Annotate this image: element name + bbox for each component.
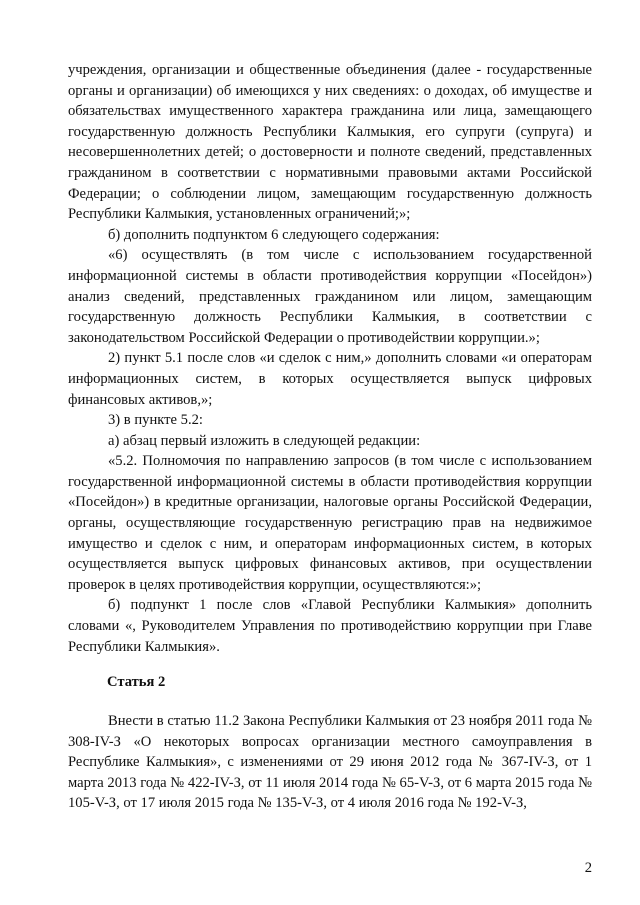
paragraph-continuation: учреждения, организации и общественные объединения (далее - государственные органы и организации) об имеющихся у них сведениях: о доходах, об имуществе и обязательствах имущественного характера гражданина или лица, замещающего государственную должность Республики Калмыкия, его супруги (супруга) и несовершеннолетних детей; о достоверности и полноте сведений, представленных гражданином в соответствии с нормативными правовыми актами Российской Федерации; о соблюдении лицом, замещающим государственную должность Республики Калмыкия, установленных ограничений;»; — [68, 62, 592, 223]
article-2-text — [68, 711, 592, 814]
paragraph-subitem-6: «6) осуществлять (в том числе с использованием государственной информационной системы в области противодействия коррупции «Посейдон») анализ сведений, представленных гражданином или лицом, замещающим государственную должность Республики Калмыкия, в соответствии с законодательством Российской Федерации о противодействии коррупции.»; — [68, 247, 592, 346]
paragraph-item-2: 2) пункт 5.1 после слов «и сделок с ним,» дополнить словами «и операторам информационных систем, в которых осуществляется выпуск цифровых финансовых активов,»; — [68, 350, 592, 408]
amendments-text — [68, 60, 592, 657]
paragraph-item-3: 3) в пункте 5.2: — [108, 412, 203, 429]
paragraph-subitem-a: а) абзац первый изложить в следующей редакции: — [108, 432, 421, 449]
paragraph-subitem-b-2: б) подпункт 1 после слов «Главой Республики Калмыкия» дополнить словами «, Руководителем Управления по противодействию коррупции при Главе Республики Калмыкия». — [68, 597, 592, 655]
paragraph-clause-5-2: «5.2. Полномочия по направлению запросов (в том числе с использованием государственной информационной системы в области противодействия коррупции «Посейдон») в кредитные организации, налоговые органы Российской Федерации, органы, осуществляющие государственную регистрацию прав на недвижимое имущество и сделок с ним, и операторам информационных систем, в которых осуществляется выпуск цифровых финансовых активов, при осуществлении проверок в целях противодействия коррупции, осуществляются:»; — [68, 453, 592, 593]
article-heading: Статья 2 — [107, 674, 166, 690]
article-paragraph: Внести в статью 11.2 Закона Республики Калмыкия от 23 ноября 2011 года № 308-IV-З «О некоторых вопросах организации местного самоуправления в Республике Калмыкия», с изменениями от 29 июня 2012 года № 367-IV-З, от 1 марта 2013 года № 422-IV-З, от 11 июля 2014 года № 65-V-З, от 6 марта 2015 года № 105-V-З, от 17 июля 2015 года № 135-V-З, от 4 июля 2016 года № 192-V-З, — [68, 713, 592, 812]
paragraph-subitem-b: б) дополнить подпунктом 6 следующего содержания: — [108, 226, 440, 243]
page-number: 2 — [584, 860, 592, 876]
